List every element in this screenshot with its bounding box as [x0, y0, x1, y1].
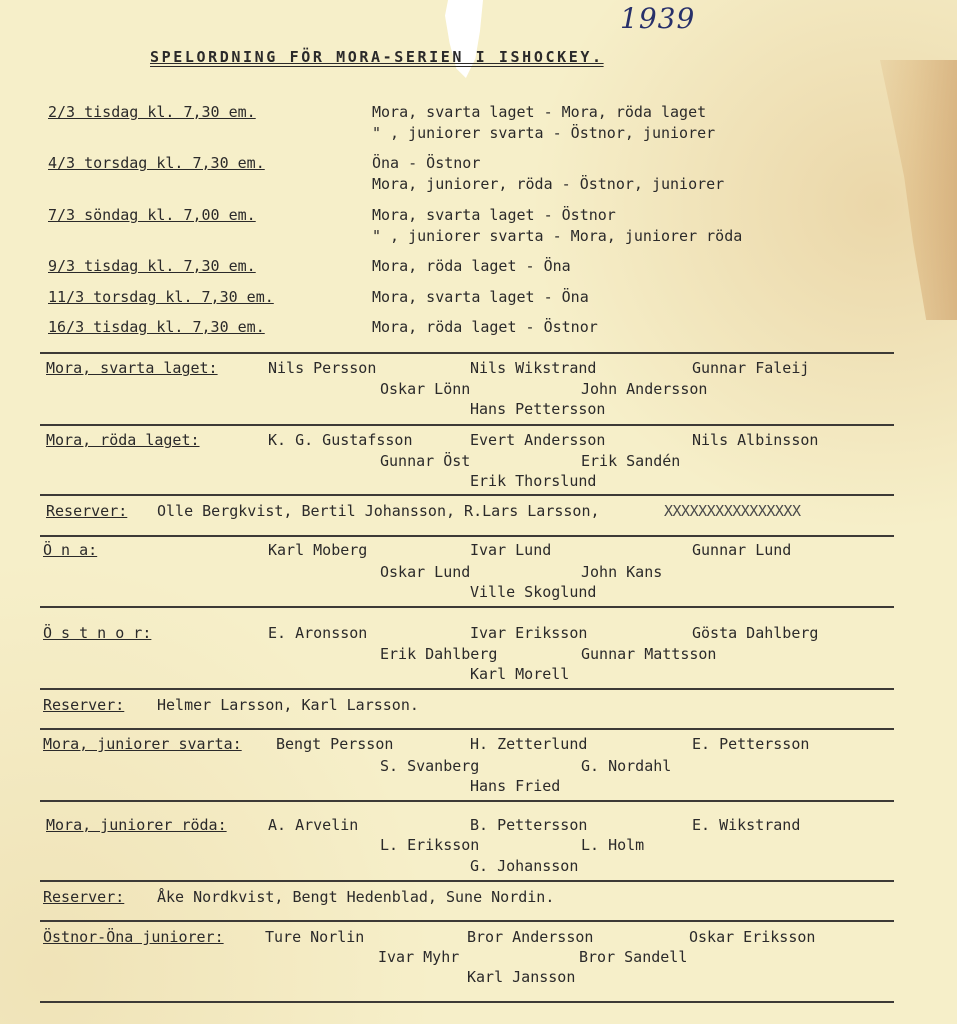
player-name: E. Aronsson [268, 624, 368, 642]
player-name: John Andersson [581, 380, 708, 398]
player-name: Hans Pettersson [470, 400, 606, 418]
player-name: Gunnar Öst [380, 452, 471, 470]
reserves-label: Reserver: [43, 888, 125, 906]
player-name: Karl Morell [470, 665, 570, 683]
team-label: Ö s t n o r: [43, 624, 152, 642]
player-name: E. Wikstrand [692, 816, 801, 834]
divider [40, 1001, 894, 1003]
schedule-date: 11/3 torsdag kl. 7,30 em. [48, 288, 274, 306]
divider [40, 606, 894, 608]
player-name: G. Nordahl [581, 757, 672, 775]
divider [40, 494, 894, 496]
player-name: Erik Thorslund [470, 472, 597, 490]
schedule-game: " , juniorer svarta - Östnor, juniorer [372, 124, 716, 142]
divider [40, 535, 894, 537]
player-name: Ture Norlin [265, 928, 365, 946]
schedule-game: Mora, svarta laget - Mora, röda laget [372, 103, 707, 121]
reserves-label: Reserver: [46, 502, 128, 520]
player-name: Hans Fried [470, 777, 561, 795]
player-name: L. Holm [581, 836, 645, 854]
struck-out-name: XXXXXXXXXXXXXXXX [664, 502, 801, 520]
page-title: SPELORDNING FÖR MORA-SERIEN I ISHOCKEY. [150, 48, 604, 66]
player-name: Ivar Eriksson [470, 624, 588, 642]
player-name: Evert Andersson [470, 431, 606, 449]
schedule-date: 7/3 söndag kl. 7,00 em. [48, 206, 256, 224]
player-name: Ivar Myhr [378, 948, 460, 966]
player-name: Karl Moberg [268, 541, 368, 559]
schedule-game: Mora, röda laget - Östnor [372, 318, 598, 336]
schedule-date: 2/3 tisdag kl. 7,30 em. [48, 103, 256, 121]
water-stain [847, 60, 957, 320]
team-label: Ö n a: [43, 541, 98, 559]
schedule-game: Mora, svarta laget - Östnor [372, 206, 616, 224]
team-label: Östnor-Öna juniorer: [43, 928, 224, 946]
handwritten-year: 1939 [620, 2, 696, 35]
divider [40, 688, 894, 690]
player-name: Nils Persson [268, 359, 377, 377]
player-name: Ivar Lund [470, 541, 552, 559]
player-name: Oskar Lund [380, 563, 471, 581]
player-name: L. Eriksson [380, 836, 480, 854]
player-name: G. Johansson [470, 857, 579, 875]
player-name: Erik Sandén [581, 452, 681, 470]
torn-corner [445, 0, 483, 78]
team-label: Mora, juniorer röda: [46, 816, 227, 834]
player-name: Bengt Persson [276, 735, 394, 753]
player-name: Bror Sandell [579, 948, 688, 966]
divider [40, 728, 894, 730]
player-name: S. Svanberg [380, 757, 480, 775]
divider [40, 352, 894, 354]
player-name: E. Pettersson [692, 735, 810, 753]
schedule-date: 4/3 torsdag kl. 7,30 em. [48, 154, 265, 172]
schedule-game: Mora, svarta laget - Öna [372, 288, 589, 306]
team-label: Mora, svarta laget: [46, 359, 218, 377]
player-name: Oskar Eriksson [689, 928, 816, 946]
reserves-list: Olle Bergkvist, Bertil Johansson, R.Lars Larsson, [157, 502, 600, 520]
player-name: Gunnar Faleij [692, 359, 810, 377]
team-label: Mora, juniorer svarta: [43, 735, 242, 753]
divider [40, 424, 894, 426]
player-name: Gösta Dahlberg [692, 624, 819, 642]
schedule-game: " , juniorer svarta - Mora, juniorer röda [372, 227, 743, 245]
player-name: H. Zetterlund [470, 735, 588, 753]
divider [40, 920, 894, 922]
schedule-date: 16/3 tisdag kl. 7,30 em. [48, 318, 265, 336]
team-label: Mora, röda laget: [46, 431, 200, 449]
reserves-label: Reserver: [43, 696, 125, 714]
divider [40, 880, 894, 882]
schedule-game: Mora, röda laget - Öna [372, 257, 571, 275]
divider [40, 800, 894, 802]
player-name: B. Pettersson [470, 816, 588, 834]
player-name: Nils Albinsson [692, 431, 819, 449]
schedule-game: Öna - Östnor [372, 154, 481, 172]
schedule-game: Mora, juniorer, röda - Östnor, juniorer [372, 175, 725, 193]
player-name: Nils Wikstrand [470, 359, 597, 377]
player-name: John Kans [581, 563, 663, 581]
player-name: Erik Dahlberg [380, 645, 498, 663]
schedule-date: 9/3 tisdag kl. 7,30 em. [48, 257, 256, 275]
player-name: Gunnar Lund [692, 541, 792, 559]
player-name: Oskar Lönn [380, 380, 471, 398]
player-name: A. Arvelin [268, 816, 359, 834]
player-name: Bror Andersson [467, 928, 594, 946]
player-name: K. G. Gustafsson [268, 431, 413, 449]
player-name: Karl Jansson [467, 968, 576, 986]
player-name: Ville Skoglund [470, 583, 597, 601]
player-name: Gunnar Mattsson [581, 645, 717, 663]
reserves-list: Helmer Larsson, Karl Larsson. [157, 696, 419, 714]
reserves-list: Åke Nordkvist, Bengt Hedenblad, Sune Nordin. [157, 888, 555, 906]
